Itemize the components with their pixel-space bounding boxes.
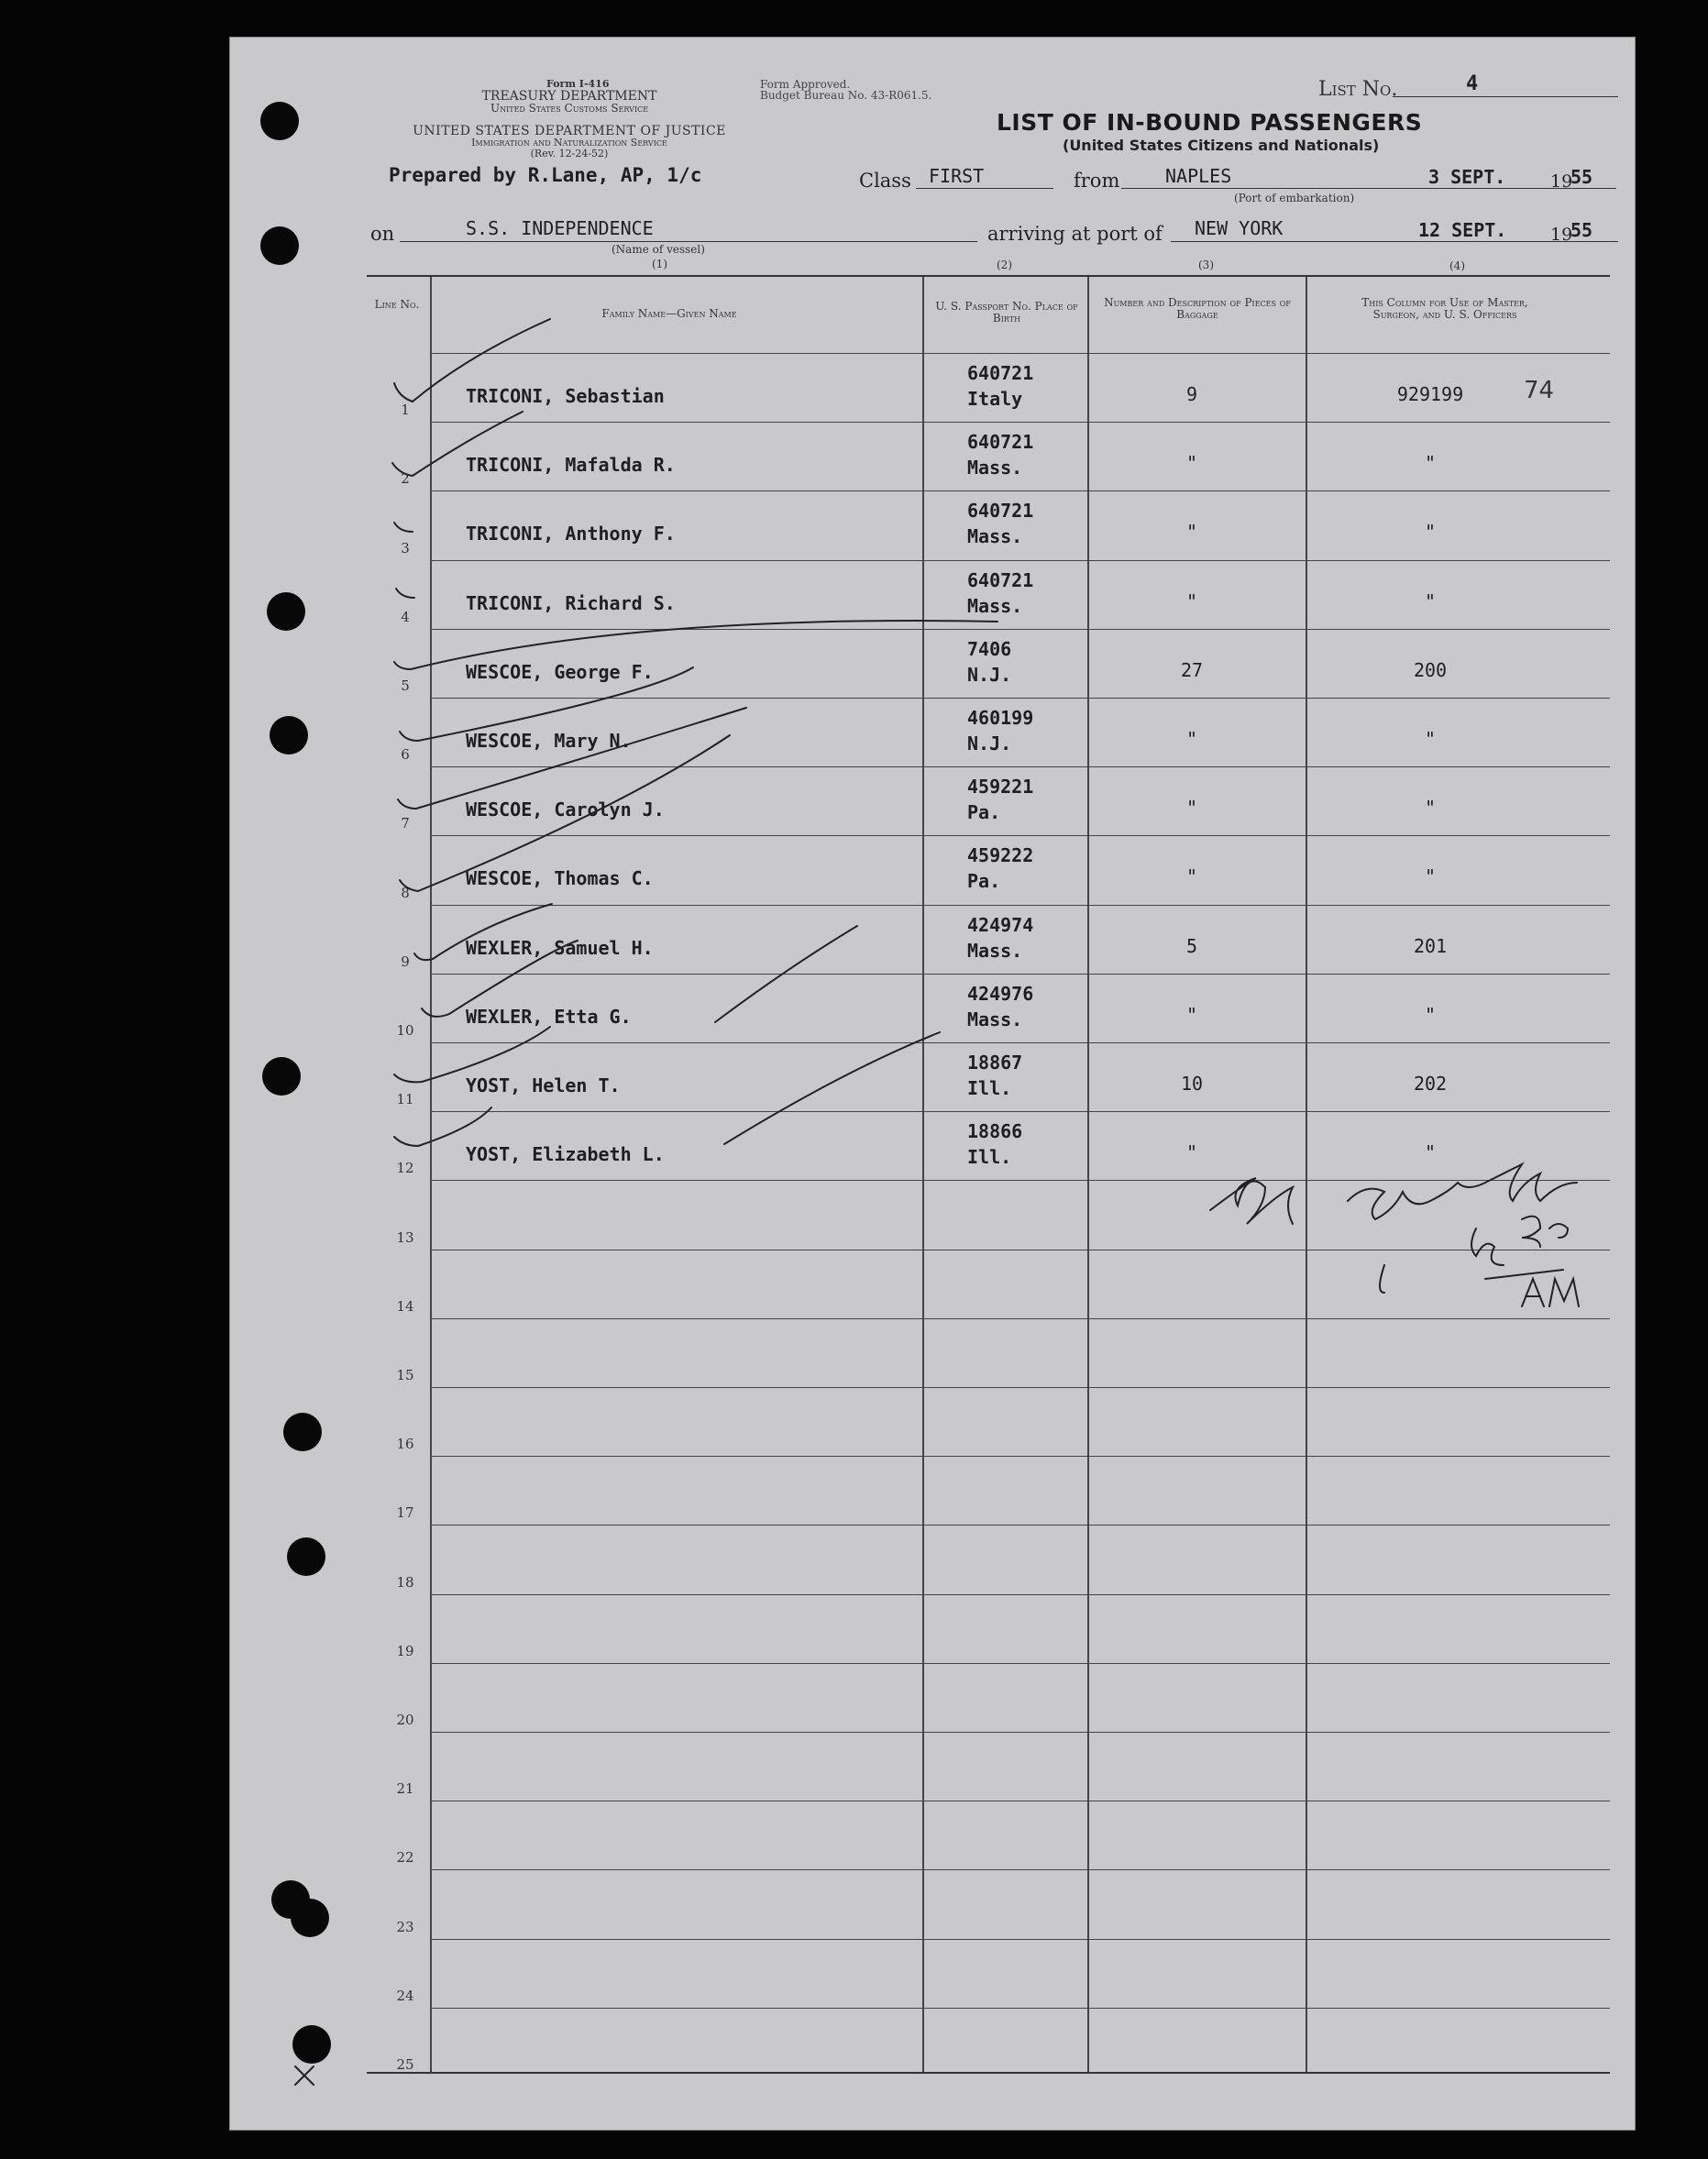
arrival-year: 55	[1570, 219, 1593, 241]
baggage-count: "	[1185, 589, 1198, 612]
row-separator	[430, 1111, 1610, 1112]
baggage-count: "	[1185, 797, 1198, 820]
line-number: 22	[396, 1849, 414, 1867]
vessel-name: S.S. INDEPENDENCE	[466, 217, 654, 239]
place-of-birth: Italy	[967, 388, 1023, 410]
row-separator	[430, 766, 1610, 767]
column-divider	[1087, 277, 1089, 2072]
binder-hole	[292, 2025, 331, 2064]
departure-year-prefix: 19	[1550, 171, 1573, 192]
place-of-birth: Mass.	[967, 1008, 1023, 1030]
class-line	[916, 188, 1053, 189]
line-number: 25	[396, 2056, 414, 2073]
row-separator	[430, 1525, 1610, 1526]
line-number: 8	[401, 884, 410, 901]
binder-hole	[260, 102, 299, 140]
departure-year: 55	[1570, 166, 1593, 188]
row-separator	[430, 1663, 1610, 1664]
column-number-4: (4)	[1449, 259, 1465, 272]
place-of-birth: Mass.	[967, 457, 1023, 479]
column-divider	[922, 277, 924, 2072]
line-number: 2	[401, 470, 410, 488]
line-number: 12	[396, 1160, 414, 1177]
line-number: 3	[401, 539, 410, 556]
passenger-name: WEXLER, Samuel H.	[466, 936, 654, 959]
baggage-count: "	[1185, 452, 1198, 475]
baggage-count: 9	[1185, 383, 1198, 405]
line-number: 15	[396, 1367, 414, 1383]
budget-bureau: Budget Bureau No. 43-R061.5.	[760, 89, 932, 102]
row-separator	[430, 974, 1610, 975]
row-separator	[430, 490, 1610, 491]
row-separator	[430, 1318, 1610, 1319]
from-line	[1121, 188, 1616, 189]
binder-hole	[267, 592, 305, 631]
officer-entry: "	[1424, 797, 1437, 820]
line-number: 1	[401, 402, 410, 419]
officer-entry: 929199	[1396, 383, 1464, 405]
place-of-birth: Mass.	[967, 594, 1023, 617]
passport-number: 640721	[967, 568, 1034, 591]
officer-entry: "	[1424, 1141, 1437, 1164]
passenger-name: TRICONI, Mafalda R.	[466, 454, 676, 477]
row-separator	[430, 2008, 1610, 2009]
place-of-birth: Pa.	[967, 801, 1001, 824]
passport-number: 424974	[967, 913, 1034, 936]
list-no-value: 4	[1466, 72, 1479, 95]
header-officers: This Column for Use of Master, Surgeon, and U. S. Officers	[1361, 296, 1528, 321]
binder-hole	[270, 716, 308, 755]
column-divider	[430, 277, 432, 2072]
arriving-label: arriving at port of	[987, 223, 1163, 245]
line-number: 21	[396, 1780, 414, 1798]
officer-entry: 200	[1413, 658, 1448, 681]
arrival-date: 12 SEPT.	[1418, 219, 1507, 241]
from-value: NAPLES	[1165, 165, 1232, 187]
place-of-birth: N.J.	[967, 663, 1012, 686]
agency-ins: Immigration and Naturalization Service	[471, 137, 667, 149]
passenger-name: TRICONI, Richard S.	[466, 591, 676, 614]
passport-number: 460199	[967, 707, 1034, 729]
vessel-line	[400, 241, 977, 242]
passenger-name: TRICONI, Sebastian	[466, 385, 665, 407]
row-separator	[430, 1456, 1610, 1457]
column-number-1: (1)	[652, 258, 667, 270]
prepared-by: Prepared by R.Lane, AP, 1/c	[389, 164, 702, 186]
binder-hole	[283, 1413, 322, 1451]
row-separator	[430, 1594, 1610, 1595]
passenger-name: YOST, Elizabeth L.	[466, 1143, 665, 1166]
vessel-note: (Name of vessel)	[612, 243, 705, 256]
line-number: 10	[396, 1022, 414, 1039]
officer-note: 74	[1524, 377, 1555, 404]
passport-number: 459221	[967, 776, 1034, 799]
place-of-birth: Ill.	[967, 1077, 1012, 1099]
row-separator	[430, 698, 1610, 699]
column-number-2: (2)	[997, 259, 1012, 271]
row-separator	[430, 1939, 1610, 1940]
binder-hole	[262, 1057, 301, 1096]
row-separator	[430, 1387, 1610, 1388]
place-of-birth: Pa.	[967, 870, 1001, 893]
row-separator	[430, 835, 1610, 836]
row-separator	[430, 1180, 1610, 1181]
form-revision: (Rev. 12-24-52)	[530, 148, 609, 160]
passenger-table	[367, 275, 1610, 2074]
baggage-count: "	[1185, 728, 1198, 750]
baggage-count: 5	[1185, 934, 1198, 957]
form-number: Form I-416	[546, 78, 610, 90]
row-separator	[430, 905, 1610, 906]
passport-number: 640721	[967, 362, 1034, 384]
agency-justice: UNITED STATES DEPARTMENT OF JUSTICE	[413, 124, 726, 138]
port-embarkation-note: (Port of embarkation)	[1234, 192, 1355, 204]
officer-entry: 202	[1413, 1073, 1448, 1095]
line-number: 16	[396, 1436, 414, 1453]
line-number: 19	[396, 1642, 414, 1659]
officer-entry: "	[1424, 865, 1437, 888]
header-family-name: Family Name—Given Name	[601, 307, 737, 320]
baggage-count: "	[1185, 865, 1198, 888]
list-no-label: List No.	[1318, 78, 1398, 101]
officer-entry: "	[1424, 589, 1437, 612]
place-of-birth: Mass.	[967, 939, 1023, 962]
row-separator	[430, 629, 1610, 630]
class-value: FIRST	[929, 165, 985, 187]
form-title: LIST OF IN-BOUND PASSENGERS	[997, 109, 1423, 136]
agency-customs: United States Customs Service	[490, 102, 649, 115]
form-subtitle: (United States Citizens and Nationals)	[1063, 137, 1380, 154]
binder-hole	[287, 1537, 325, 1576]
officer-entry: "	[1424, 1003, 1437, 1026]
passenger-name: WESCOE, George F.	[466, 660, 654, 683]
binder-hole	[291, 1899, 329, 1937]
baggage-count: "	[1185, 521, 1198, 544]
line-number: 13	[396, 1228, 414, 1246]
place-of-birth: Mass.	[967, 525, 1023, 548]
header-passport: U. S. Passport No. Place of Birth	[935, 300, 1078, 325]
passport-number: 459222	[967, 844, 1034, 867]
header-baggage: Number and Description of Pieces of Baggage	[1104, 296, 1291, 321]
baggage-count: 27	[1180, 658, 1204, 681]
row-separator	[430, 422, 1610, 423]
column-divider	[1306, 277, 1307, 2072]
officer-entry: 201	[1413, 934, 1448, 957]
class-label: Class	[859, 170, 911, 192]
line-number: 24	[396, 1987, 414, 2004]
row-separator	[430, 1732, 1610, 1733]
passenger-name: WESCOE, Thomas C.	[466, 867, 654, 890]
place-of-birth: Ill.	[967, 1146, 1012, 1169]
line-number: 5	[401, 677, 410, 694]
row-separator	[430, 560, 1610, 561]
line-number: 9	[401, 953, 410, 970]
place-of-birth: N.J.	[967, 733, 1012, 755]
header-line-no: Line No.	[374, 298, 420, 311]
column-number-3: (3)	[1198, 259, 1214, 271]
baggage-count: 10	[1180, 1073, 1204, 1095]
passenger-name: WEXLER, Etta G.	[466, 1005, 632, 1028]
passport-number: 640721	[967, 431, 1034, 454]
departure-date: 3 SEPT.	[1428, 166, 1506, 188]
passport-number: 424976	[967, 982, 1034, 1005]
list-no-line	[1393, 96, 1618, 97]
line-number: 4	[401, 608, 410, 625]
row-separator	[430, 1869, 1610, 1870]
baggage-count: "	[1185, 1141, 1198, 1164]
line-number: 7	[401, 815, 410, 832]
arrival-year-prefix: 19	[1550, 225, 1573, 245]
baggage-count: "	[1185, 1003, 1198, 1026]
form-approved: Form Approved.	[760, 78, 851, 91]
line-number: 17	[396, 1504, 414, 1522]
line-number: 14	[396, 1297, 414, 1315]
passenger-name: WESCOE, Mary N.	[466, 730, 632, 752]
passport-number: 18867	[967, 1052, 1023, 1074]
passenger-name: YOST, Helen T.	[466, 1074, 621, 1096]
passport-number: 640721	[967, 500, 1034, 523]
officer-entry: "	[1424, 728, 1437, 750]
officer-entry: "	[1424, 521, 1437, 544]
passport-number: 18866	[967, 1120, 1023, 1143]
row-separator	[430, 1042, 1610, 1043]
binder-hole	[260, 226, 299, 265]
line-number: 20	[396, 1712, 414, 1728]
line-number: 6	[401, 746, 410, 764]
passenger-name: TRICONI, Anthony F.	[466, 523, 676, 545]
on-label: on	[370, 223, 395, 245]
arrival-port: NEW YORK	[1195, 217, 1284, 239]
header-separator	[430, 353, 1610, 354]
line-number: 11	[396, 1091, 414, 1108]
passenger-name: WESCOE, Carolyn J.	[466, 799, 665, 821]
agency-treasury: TREASURY DEPARTMENT	[481, 89, 657, 104]
line-number: 18	[396, 1573, 414, 1591]
from-label: from	[1074, 170, 1120, 192]
line-number: 23	[396, 1918, 414, 1935]
passport-number: 7406	[967, 637, 1012, 660]
officer-entry: "	[1424, 452, 1437, 475]
